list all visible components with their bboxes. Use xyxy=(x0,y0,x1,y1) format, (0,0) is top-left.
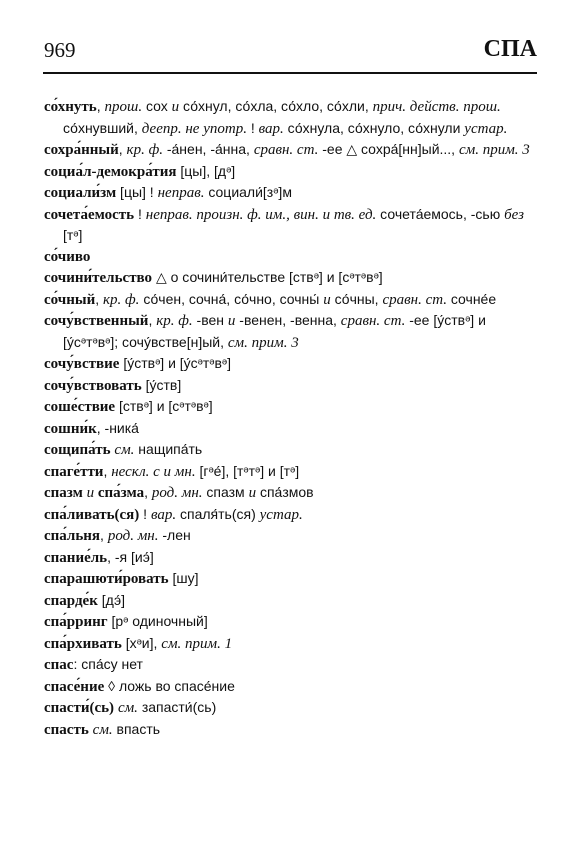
dictionary-entry-sochivo xyxy=(44,247,540,268)
entry-text: , xyxy=(118,141,127,157)
dictionary-entry-spasti xyxy=(44,697,540,719)
entry-text: [дэ́] xyxy=(97,591,125,608)
entry-text: , -ника́ xyxy=(96,419,139,436)
headword: социа́л-демокра́тия xyxy=(44,163,177,180)
grammar-note: деепр. не употр. xyxy=(141,120,247,137)
grammar-note: неправ. xyxy=(157,185,205,201)
entry-text: [цы] ! xyxy=(116,184,158,200)
entry-text: со́хнула, со́хнуло, со́хнули xyxy=(283,119,465,136)
dictionary-entry-sochnyy xyxy=(44,289,540,311)
headword: сочу́вственный xyxy=(44,313,149,329)
headword: сочу́вствовать xyxy=(44,377,142,394)
grammar-note: кр. ф. xyxy=(126,142,163,158)
entry-text: впасть xyxy=(112,720,161,737)
headword: спарде́к xyxy=(44,592,98,609)
grammar-note: вар. xyxy=(258,120,284,137)
entry-text: , xyxy=(148,312,157,328)
headword: спасти́(сь) xyxy=(44,700,115,716)
dictionary-entry-sotsializm xyxy=(44,182,540,204)
dictionary-entry-soshnik xyxy=(44,418,540,440)
dictionary-entry-sochuvstvovat xyxy=(44,375,540,397)
grammar-note: устар. xyxy=(259,506,303,523)
grammar-note: неправ. произн. ф. им., вин. и тв. ед. xyxy=(145,206,377,223)
dictionary-entry-sotsial-demokratiya xyxy=(44,161,540,183)
grammar-note: род. мн. xyxy=(107,528,159,544)
entry-text: со́хнувший, xyxy=(63,119,142,136)
grammar-note: род. мн. xyxy=(151,485,203,501)
dictionary-entry-spas xyxy=(44,654,540,676)
entry-text: ! xyxy=(246,119,259,136)
headword: спарашюти́ровать xyxy=(44,571,169,587)
dictionary-entry-spagetti xyxy=(44,461,540,483)
grammar-note: сравн. ст. xyxy=(382,291,447,308)
dictionary-entry-sochetaemost xyxy=(44,204,540,247)
entry-text: , xyxy=(144,484,152,500)
dictionary-entry-sokhrannyy xyxy=(44,139,540,161)
entry-text: [тᵊ] xyxy=(63,227,83,243)
grammar-note: прош. xyxy=(104,99,143,115)
entry-text: спазм xyxy=(202,484,249,500)
grammar-note: прич. действ. прош. xyxy=(372,99,501,115)
grammar-note: и xyxy=(323,291,331,308)
grammar-note: сравн. ст. xyxy=(253,142,319,158)
headword: сощипа́ть xyxy=(44,442,111,458)
headword: спасть xyxy=(44,721,89,738)
dictionary-entry-sochuvstvie xyxy=(44,353,540,375)
entry-text: -вен xyxy=(192,312,228,328)
dictionary-entry-sparring xyxy=(44,611,540,633)
dictionary-entry-sochuvstvennyy xyxy=(44,310,540,353)
dictionary-entry-spazm xyxy=(44,482,540,504)
grammar-note: кр. ф. xyxy=(156,313,193,329)
dictionary-entry-sparkhivat xyxy=(44,633,540,655)
running-head: СПА xyxy=(483,36,537,62)
grammar-note: см. прим. 3 xyxy=(227,334,299,351)
grammar-note: и xyxy=(248,485,257,501)
grammar-note: см. xyxy=(92,721,113,738)
headword: спа́зма xyxy=(97,485,145,501)
entry-text: нащипа́ть xyxy=(134,441,203,457)
headword: соше́ствие xyxy=(44,399,116,415)
dictionary-entry-sochinitelstvo xyxy=(44,267,540,289)
entry-text: -а́нен, -а́нна, xyxy=(162,141,254,157)
dictionary-entry-soshestvie xyxy=(44,396,540,418)
entry-text: ! xyxy=(139,505,151,522)
headword: со́чиво xyxy=(44,248,91,265)
grammar-note: без xyxy=(504,206,524,223)
dictionary-entry-spalnya xyxy=(44,525,540,547)
entry-text: -ее [у́ствᵊ] и [у́сᵊтᵊвᵊ]; сочу́встве[н]ый, xyxy=(63,312,486,350)
entry-text: со́чен, сочна́, со́чно, сочны́ xyxy=(139,290,324,307)
grammar-note: см. xyxy=(117,700,138,716)
dictionary-entry-spalivat xyxy=(44,504,540,526)
entry-text: ◊ ложь во спасе́ние xyxy=(104,677,235,694)
grammar-note: см. xyxy=(114,442,135,458)
entry-text: : спа́су нет xyxy=(73,656,143,672)
headword: спание́ль xyxy=(44,549,108,566)
dictionary-entry-sotsipat xyxy=(44,439,540,461)
grammar-note: и xyxy=(227,313,236,329)
dictionary-entry-spasenie xyxy=(44,676,540,698)
entry-text: -ее △ сохра́[нн]ый..., xyxy=(318,141,459,157)
entry-text: сочета́емось, -сью xyxy=(376,205,505,222)
headword: со́хнуть xyxy=(44,99,97,115)
entry-text: -венен, -венна, xyxy=(235,312,341,328)
entry-text: , xyxy=(103,462,112,479)
headword: спасе́ние xyxy=(44,678,105,695)
entry-text: , xyxy=(95,290,104,307)
entry-text: [цы], [дᵊ] xyxy=(176,162,236,179)
entry-text: сох xyxy=(142,98,172,114)
headword: сохра́нный xyxy=(44,142,119,158)
grammar-note: и xyxy=(171,99,180,115)
grammar-note: см. прим. 1 xyxy=(161,635,233,652)
dictionary-entry-sparashyutirovat xyxy=(44,568,540,590)
headword: сочу́вствие xyxy=(44,356,120,372)
page-number: 969 xyxy=(44,38,76,62)
grammar-note: см. прим. 3 xyxy=(458,142,530,158)
entry-text: [гᵊе́], [тᵊтᵊ] и [тᵊ] xyxy=(195,462,300,479)
entry-text: [у́ствᵊ] и [у́сᵊтᵊвᵊ] xyxy=(119,355,232,371)
entry-text: со́чны, xyxy=(330,290,383,307)
grammar-note: устар. xyxy=(464,120,508,137)
entry-text: , -я [иэ́] xyxy=(107,548,154,565)
entry-text: [рᵊ одиночный] xyxy=(107,613,208,629)
entry-text: [хᵊи], xyxy=(121,634,162,651)
headword: спаге́тти xyxy=(44,463,104,480)
dictionary-entry-spardek xyxy=(44,590,540,612)
entry-text: , xyxy=(96,98,105,114)
header-rule xyxy=(43,72,537,74)
entry-text: спа́змов xyxy=(256,484,314,500)
entry-text: △ о сочини́тельстве [ствᵊ] и [сᵊтᵊвᵊ] xyxy=(152,269,383,285)
grammar-note: сравн. ст. xyxy=(340,313,406,329)
entry-text: [у́ств] xyxy=(141,376,182,393)
headword: сошни́к xyxy=(44,420,97,437)
dictionary-entry-spaniel xyxy=(44,547,540,569)
headword: социали́зм xyxy=(44,185,117,201)
dictionary-entry-spast xyxy=(44,719,540,741)
entry-text: [ствᵊ] и [сᵊтᵊвᵊ] xyxy=(115,398,213,414)
grammar-note: вар. xyxy=(150,506,177,523)
grammar-note: и xyxy=(82,485,98,501)
headword: со́чный xyxy=(44,291,96,308)
headword: спа́рхивать xyxy=(44,635,122,652)
headword: сочини́тельство xyxy=(44,270,153,286)
dictionary-entry-sokhnut xyxy=(44,96,540,139)
entry-text: со́хнул, со́хла, со́хло, со́хли, xyxy=(179,98,373,114)
entry-text: социали́[зᵊ]м xyxy=(204,184,292,200)
headword: спа́ливать(ся) xyxy=(44,506,140,523)
entry-text: спаля́ть(ся) xyxy=(176,505,260,522)
headword: спа́рринг xyxy=(44,614,108,630)
headword: сочета́емость xyxy=(44,206,135,223)
entry-text: запасти́(сь) xyxy=(137,699,217,715)
grammar-note: нескл. с и мн. xyxy=(111,463,196,480)
entry-text: ! xyxy=(134,205,146,222)
entry-text: [шу] xyxy=(168,570,199,586)
grammar-note: кр. ф. xyxy=(103,291,140,308)
entry-text: сочне́е xyxy=(447,290,497,307)
entry-text: -лен xyxy=(158,527,191,543)
headword: спа́льня xyxy=(44,528,101,544)
headword: спазм xyxy=(44,485,83,501)
headword: спас xyxy=(44,657,74,673)
entry-text: , xyxy=(100,527,108,543)
dictionary-entries xyxy=(44,96,540,740)
